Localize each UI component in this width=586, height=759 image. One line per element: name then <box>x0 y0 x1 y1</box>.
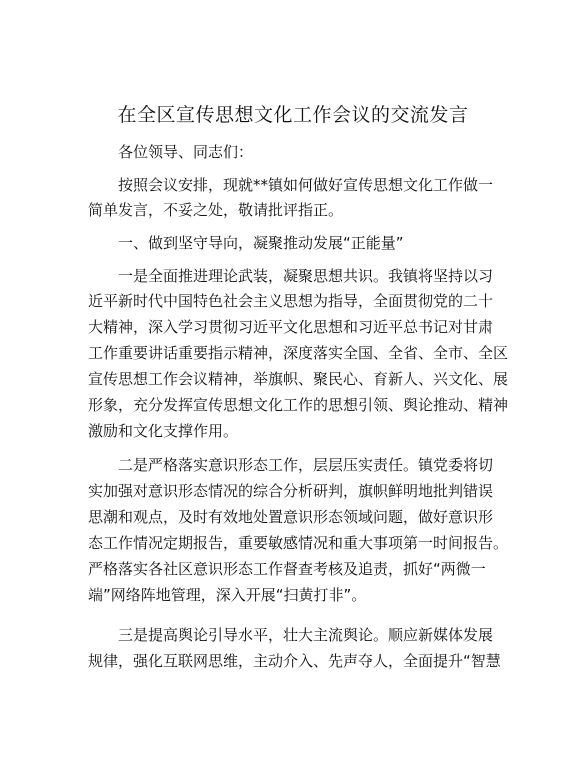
salutation: 各位领导、同志们： <box>118 143 254 161</box>
section-heading: 一、做到坚守导向，凝聚推动发展“正能量” <box>118 234 404 252</box>
paragraph-line: 工作重要讲话重要指示精神，深度落实全国、全省、全市、全区 <box>88 344 509 362</box>
paragraph-line: 思潮和观点，及时有效地处置意识形态领域问题，做好意识形 <box>88 508 494 526</box>
paragraph-line: 简单发言，不妥之处，敬请批评指正。 <box>88 201 344 219</box>
paragraph-line: 严格落实各社区意识形态工作督查考核及追责，抓好“两微一 <box>88 560 486 578</box>
paragraph-line: 一是全面推进理论武装，凝聚思想共识。我镇将坚持以习 <box>118 267 494 285</box>
paragraph-line: 实加强对意识形态情况的综合分析研判，旗帜鲜明地批判错误 <box>88 482 494 500</box>
paragraph-line: 三是提高舆论引导水平，壮大主流舆论。顺应新媒体发展 <box>118 626 494 644</box>
paragraph-line: 大精神，深入学习贯彻习近平文化思想和习近平总书记对甘肃 <box>88 318 494 336</box>
paragraph-line: 态工作情况定期报告，重要敏感情况和重大事项第一时间报告。 <box>88 534 509 552</box>
paragraph-line: 激励和文化支撑作用。 <box>88 422 239 440</box>
paragraph-line: 近平新时代中国特色社会主义思想为指导，全面贯彻党的二十 <box>88 292 494 310</box>
document-title: 在全区宣传思想文化工作会议的交流发言 <box>117 104 469 126</box>
paragraph-line: 规律，强化互联网思维，主动介入、先声夺人，全面提升“智慧 <box>88 652 501 670</box>
paragraph-line: 按照会议安排，现就**镇如何做好宣传思想文化工作做一 <box>118 176 494 194</box>
paragraph-line: 二是严格落实意识形态工作，层层压实责任。镇党委将切 <box>118 456 494 474</box>
paragraph-line: 端”网络阵地管理，深入开展“扫黄打非”。 <box>88 586 367 604</box>
paragraph-line: 宣传思想工作会议精神，举旗帜、聚民心、育新人、兴文化、展 <box>88 370 509 388</box>
paragraph-line: 形象，充分发挥宣传思想文化工作的思想引领、舆论推动、精神 <box>88 396 509 414</box>
